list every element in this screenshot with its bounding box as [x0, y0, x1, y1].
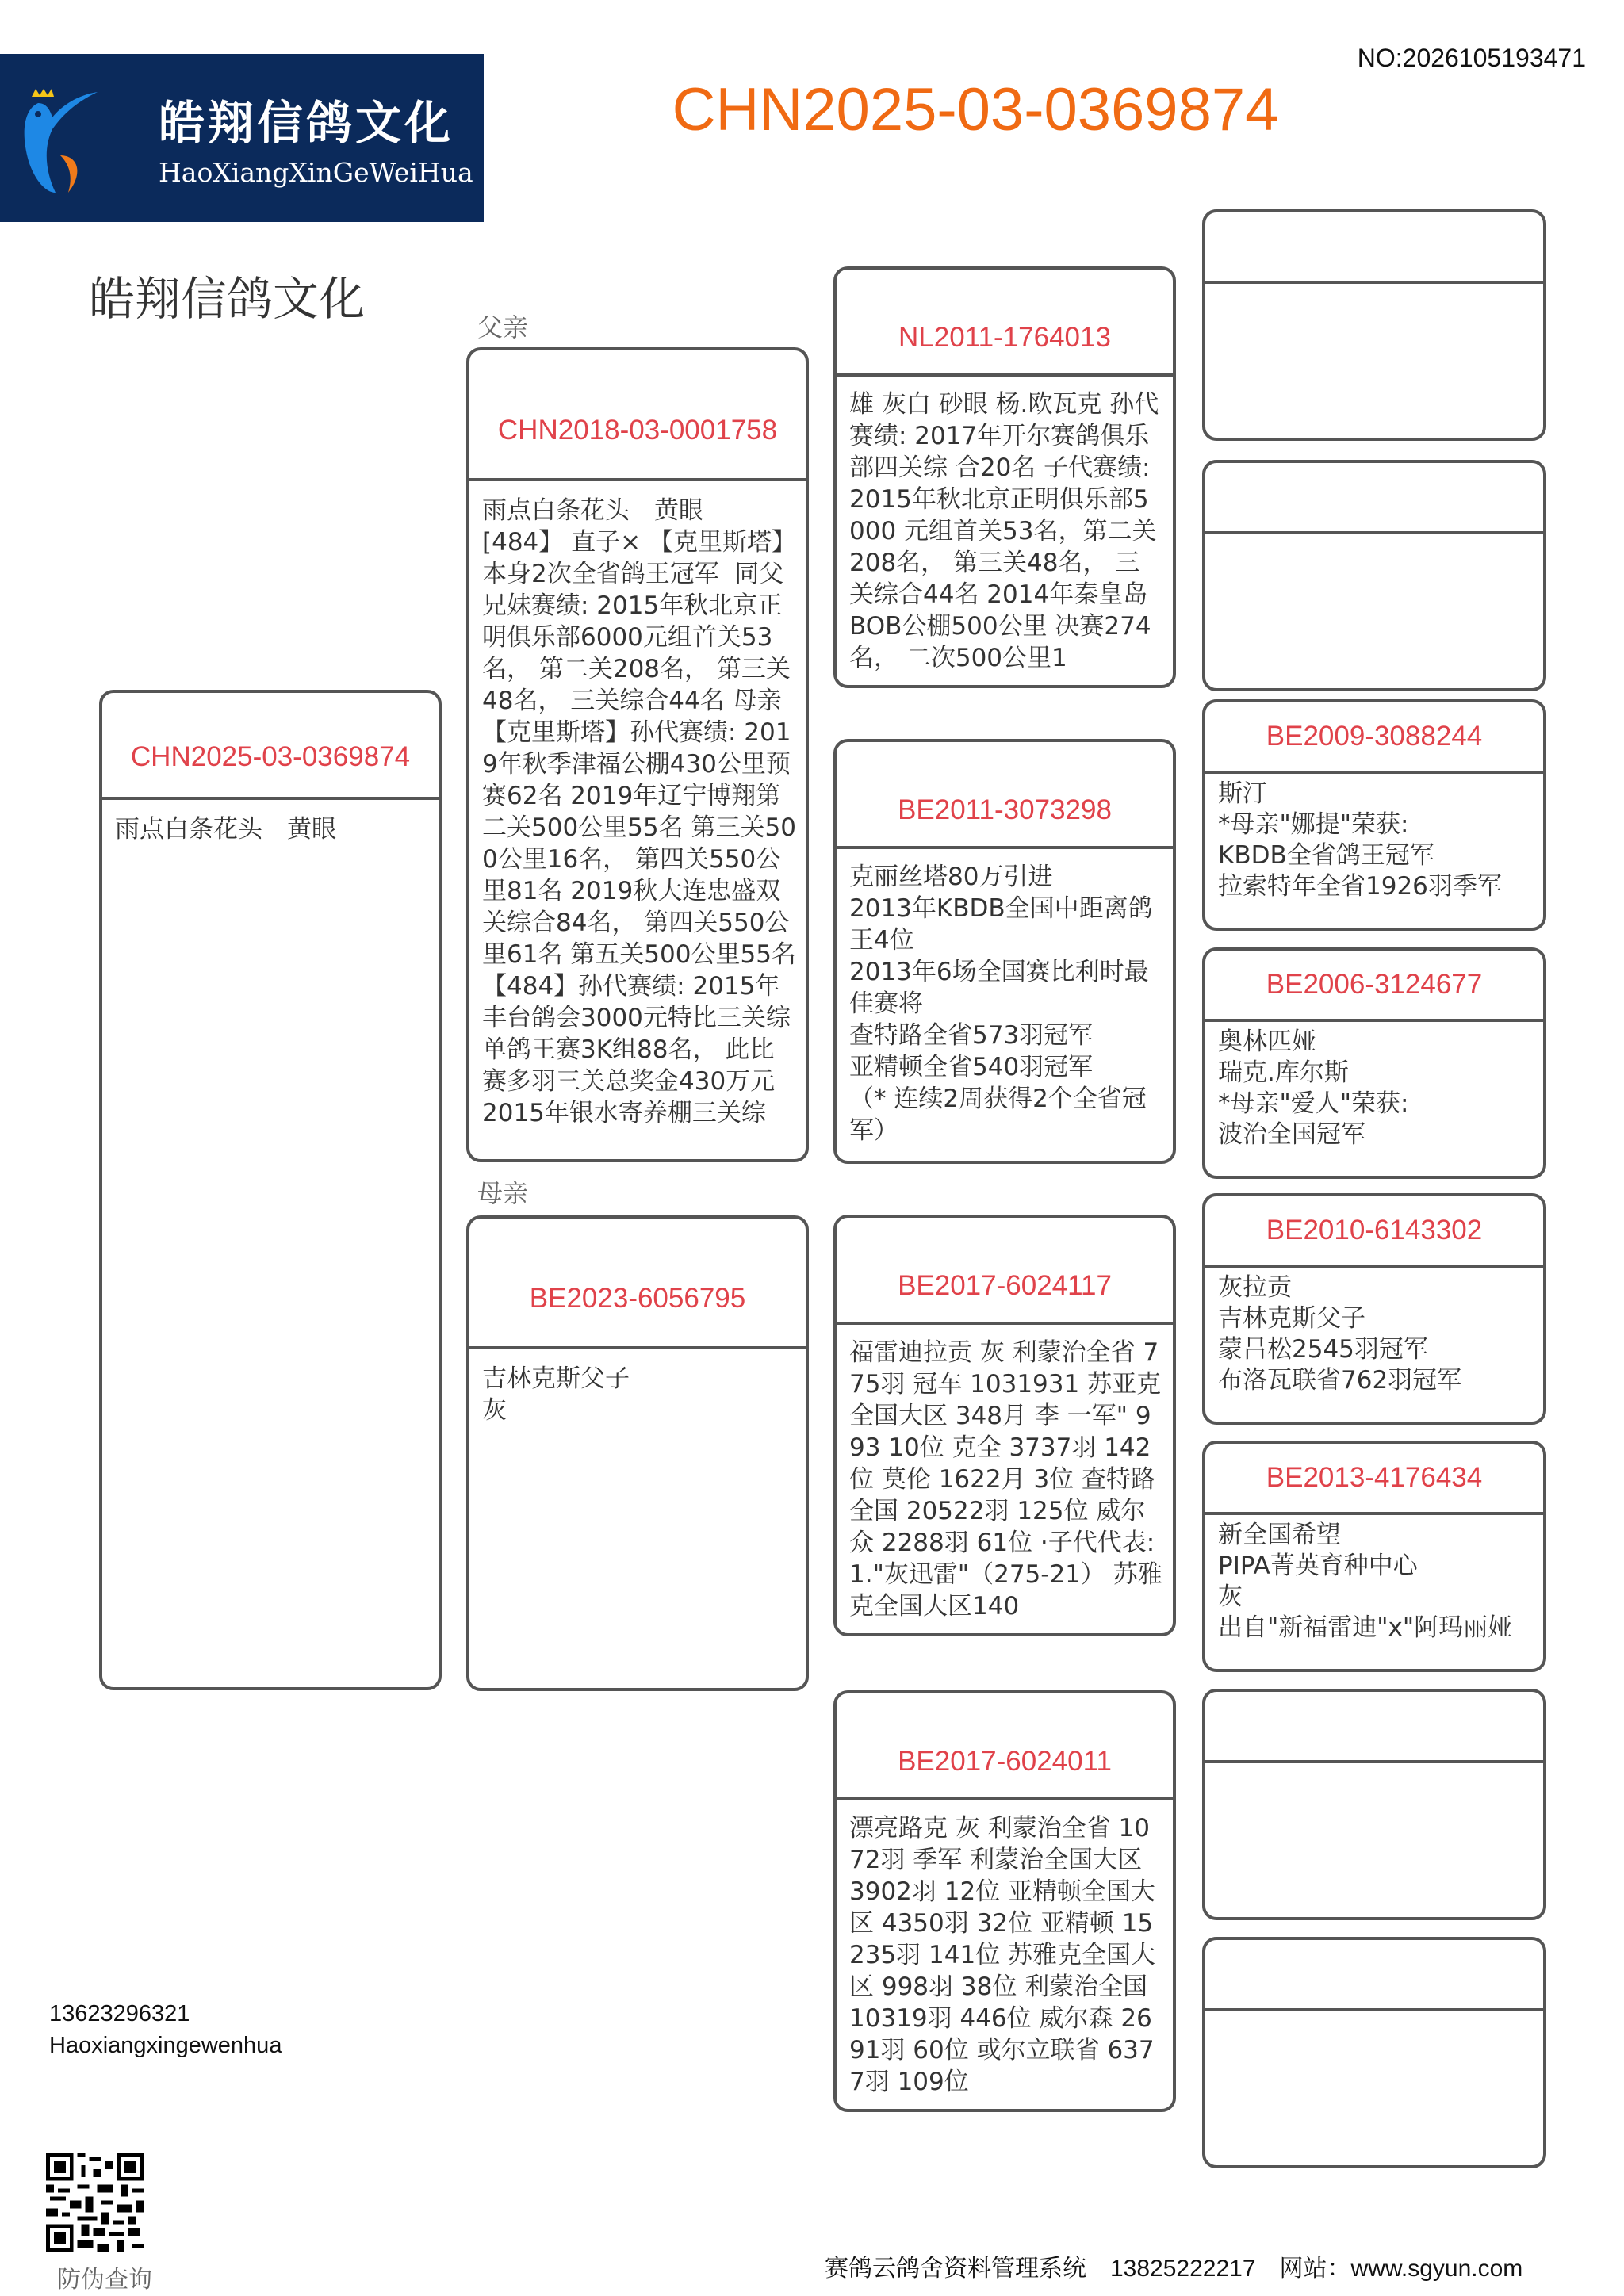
- pigeon-description: 克丽丝塔80万引进 2013年KBDB全国中距离鸽王4位 2013年6场全国赛比利时最佳赛将 查特路全省573羽冠军 亚精顿全省540羽冠军 （* 连续2周获得2个全省冠军）: [849, 863, 1153, 1145]
- ring-number: [1205, 1692, 1543, 1763]
- contact-phone: 13623296321: [49, 2001, 190, 2026]
- pigeon-description: 新全国希望 PIPA菁英育种中心 灰 出自"新福雷迪"x"阿玛丽娅: [1218, 1521, 1513, 1642]
- ring-number: BE2013-4176434: [1205, 1444, 1543, 1515]
- pigeon-description: 灰拉贡 吉林克斯父子 蒙吕松2545羽冠军 布洛瓦联省762羽冠军: [1218, 1273, 1462, 1395]
- pigeon-description: 漂亮路克 灰 利蒙治全省 1072羽 季军 利蒙治全国大区 3902羽 12位 亚精顿全国大区 4350羽 32位 亚精顿 15235羽 141位 苏雅克全国大区 998羽 38位 利蒙治全国 10319羽 446位 威尔森 2691羽 60位 或尔立联省 6377羽 109位: [849, 1814, 1156, 2096]
- pigeon-description: 斯汀 *母亲"娜提"荣获: KBDB全省鸽王冠军 拉索特年全省1926羽季军: [1218, 779, 1502, 901]
- document-number: NO:2026105193471: [1357, 44, 1586, 72]
- sire-card: [466, 347, 809, 1162]
- great-grandparent-card: [1202, 1441, 1546, 1672]
- grandparent-card: [833, 1215, 1176, 1636]
- great-grandparent-card: [1202, 947, 1546, 1179]
- ring-number: BE2009-3088244: [1205, 702, 1543, 774]
- ring-number: [1205, 1940, 1543, 2011]
- ring-number: [1205, 212, 1543, 284]
- great-grandparent-card: [1202, 209, 1546, 441]
- subject-pigeon-card: [99, 690, 442, 1690]
- contact-name: Haoxiangxingewenhua: [49, 2033, 282, 2058]
- logo-text-cn: 皓翔信鸽文化: [159, 96, 454, 150]
- ring-number: BE2011-3073298: [837, 742, 1173, 849]
- great-grandparent-card: [1202, 1937, 1546, 2168]
- contact-info: [49, 1998, 282, 2061]
- company-logo: [0, 54, 484, 222]
- ring-number: BE2023-6056795: [469, 1219, 806, 1349]
- grandparent-card: [833, 739, 1176, 1164]
- pigeon-description: 雄 灰白 砂眼 杨.欧瓦克 孙代赛绩: 2017年开尔赛鸽俱乐部四关综 合20名 子代赛绩: 2015年秋北京正明俱乐部5000 元组首关53名，第二关208名， 第三关48名， 三关综合44名 2014年秦皇岛BOB公棚500公里 决赛274名， 二次500公里1: [849, 390, 1159, 672]
- ring-number: BE2010-6143302: [1205, 1196, 1543, 1268]
- great-grandparent-card: [1202, 1193, 1546, 1425]
- ring-number: BE2006-3124677: [1205, 951, 1543, 1022]
- footer-text: 赛鸽云鸽舍资料管理系统 13825222217 网站：www.sgyun.com: [825, 2256, 1523, 2282]
- pigeon-description: 雨点白条花头 黄眼 [484】 直子× 【克里斯塔】 本身2次全省鸽王冠军 同父兄妹赛绩: 2015年秋北京正明俱乐部6000元组首关53名， 第二关208名， 第三关48名， 三关综合44名 母亲 【克里斯塔】孙代赛绩: 2019年秋季津福公棚430公里预赛62名 2019年辽宁博翔第二关500公里55名 第三关500公里16名， 第四关550公里81名 2019秋大连忠盛双关综合84名， 第四关550公里61名 第五关500公里55名 【484】孙代赛绩: 2015年丰台鸽会3000元特比三关综单鸽王赛3K组88名， 此比赛多羽三关总奖金430万元 2015年银水寄养棚三关综: [482, 496, 796, 1127]
- grandparent-card: [833, 266, 1176, 688]
- logo-text-en: HaoXiangXinGeWeiHua: [159, 157, 473, 188]
- ring-number: NL2011-1764013: [837, 270, 1173, 377]
- qr-code-label: 防伪查询: [57, 2266, 152, 2294]
- pigeon-description: 奥林匹娅 瑞克.库尔斯 *母亲"爱人"荣获: 波治全国冠军: [1218, 1027, 1409, 1149]
- dam-card: [466, 1215, 809, 1691]
- ring-number: BE2017-6024117: [837, 1218, 1173, 1325]
- sire-label: 父亲: [477, 312, 529, 342]
- dam-label: 母亲: [477, 1178, 529, 1208]
- ring-number: [1205, 463, 1543, 534]
- brand-name: 皓翔信鸽文化: [89, 272, 366, 326]
- ring-number: BE2017-6024011: [837, 1693, 1173, 1800]
- ring-number: CHN2025-03-0369874: [102, 693, 439, 800]
- pigeon-description: 吉林克斯父子 灰: [482, 1364, 630, 1425]
- bird-logo-icon: [14, 86, 102, 197]
- page-title-ring-number: CHN2025-03-0369874: [672, 76, 1279, 144]
- great-grandparent-card: [1202, 460, 1546, 691]
- grandparent-card: [833, 1690, 1176, 2112]
- pigeon-description: 福雷迪拉贡 灰 利蒙治全省 775羽 冠车 1031931 苏亚克全国大区 348月 李 一军" 993 10位 克全 3737羽 142位 莫伦 1622月 3位 查特路全国 20522羽 125位 威尔众 2288羽 61位 ·子代代表: 1."灰迅雷"（275-21） 苏雅克全国大区140: [849, 1338, 1163, 1621]
- pigeon-description: 雨点白条花头 黄眼: [115, 815, 336, 844]
- qr-code-icon[interactable]: [46, 2147, 144, 2258]
- great-grandparent-card: [1202, 1689, 1546, 1920]
- ring-number: CHN2018-03-0001758: [469, 350, 806, 481]
- great-grandparent-card: [1202, 699, 1546, 931]
